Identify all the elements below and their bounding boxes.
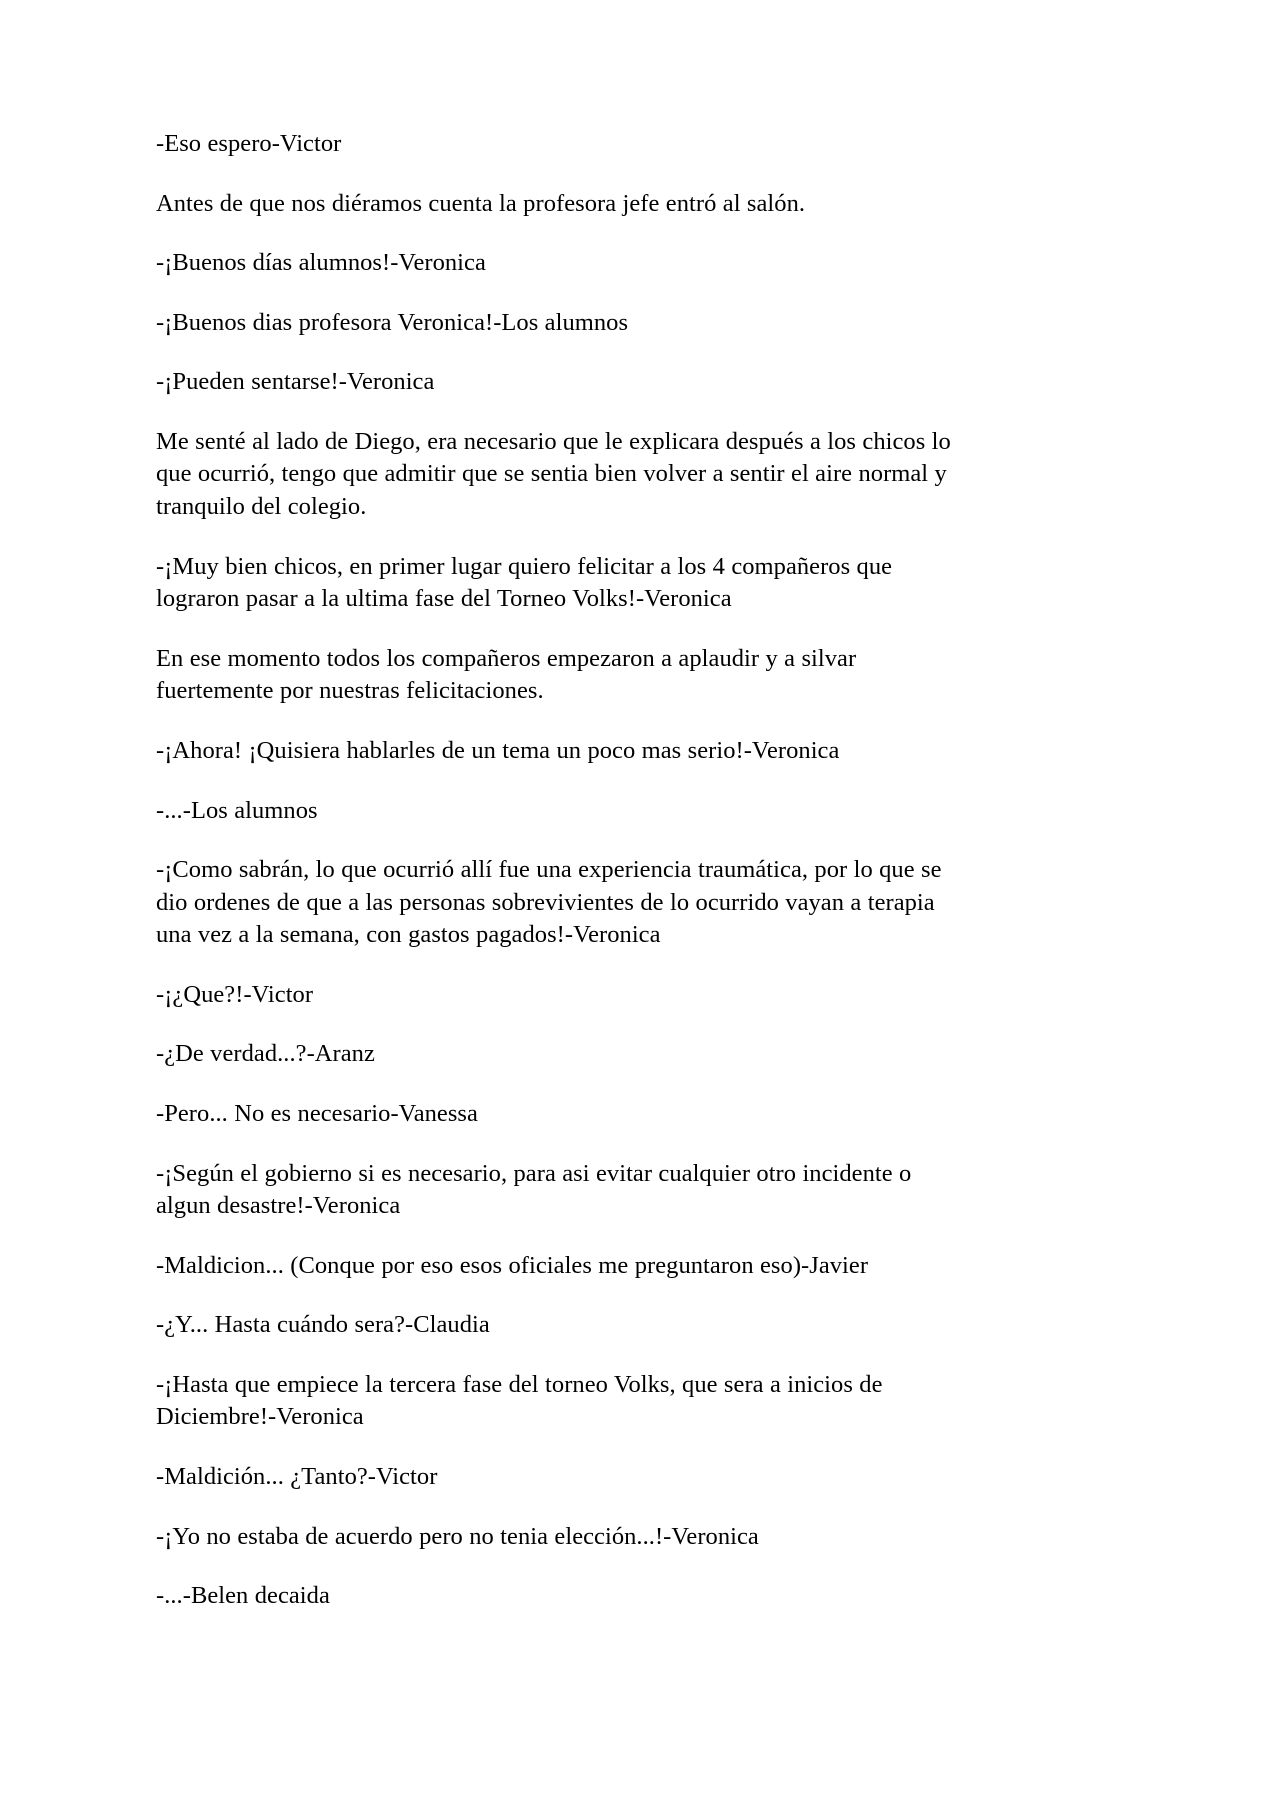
paragraph: -...-Los alumnos [156,796,318,824]
paragraph: -¿Y... Hasta cuándo sera?-Claudia [156,1311,490,1339]
paragraph: -Pero... No es necesario-Vanessa [156,1099,478,1127]
paragraph: -¡Según el gobierno si es necesario, para asi evitar cualquier otro incidente o algun desastre!-Veronica [156,1159,912,1220]
paragraph: -¡Buenos días alumnos!-Veronica [156,249,486,277]
paragraph: En ese momento todos los compañeros empezaron a aplaudir y a silvar fuertemente por nuestras felicitaciones. [156,644,857,705]
paragraph: -Maldicion... (Conque por eso esos oficiales me preguntaron eso)-Javier [156,1251,869,1279]
paragraph: -¡Hasta que empiece la tercera fase del torneo Volks, que sera a inicios de Diciembre!-Veronica [156,1370,883,1431]
paragraph: Antes de que nos diéramos cuenta la profesora jefe entró al salón. [156,189,806,217]
paragraph: -¡¿Que?!-Victor [156,980,314,1008]
paragraph: -¡Yo no estaba de acuerdo pero no tenia elección...!-Veronica [156,1522,759,1550]
paragraph: -Eso espero-Victor [156,130,342,157]
paragraph: -Maldición... ¿Tanto?-Victor [156,1463,438,1491]
paragraph: -¡Como sabrán, lo que ocurrió allí fue una experiencia traumática, por lo que se dio ordenes de que a las personas sobrevivientes de lo ocurrido vayan a terapia una vez a la semana, con gastos pagados!-Veronica [156,856,942,949]
paragraph: -¡Ahora! ¡Quisiera hablarles de un tema un poco mas serio!-Veronica [156,736,840,764]
paragraph: -¡Pueden sentarse!-Veronica [156,368,435,396]
document-text-body [156,128,956,1613]
paragraph: Me senté al lado de Diego, era necesario que le explicara después a los chicos lo que ocurrió, tengo que admitir que se sentia bien volver a sentir el aire normal y tranquilo del colegio. [156,427,951,521]
paragraph: -¿De verdad...?-Aranz [156,1040,375,1068]
paragraph: -...-Belen decaida [156,1582,330,1610]
paragraph: -¡Muy bien chicos, en primer lugar quiero felicitar a los 4 compañeros que lograron pasar a la ultima fase del Torneo Volks!-Veronica [156,552,893,613]
paragraph: -¡Buenos dias profesora Veronica!-Los alumnos [156,308,629,336]
